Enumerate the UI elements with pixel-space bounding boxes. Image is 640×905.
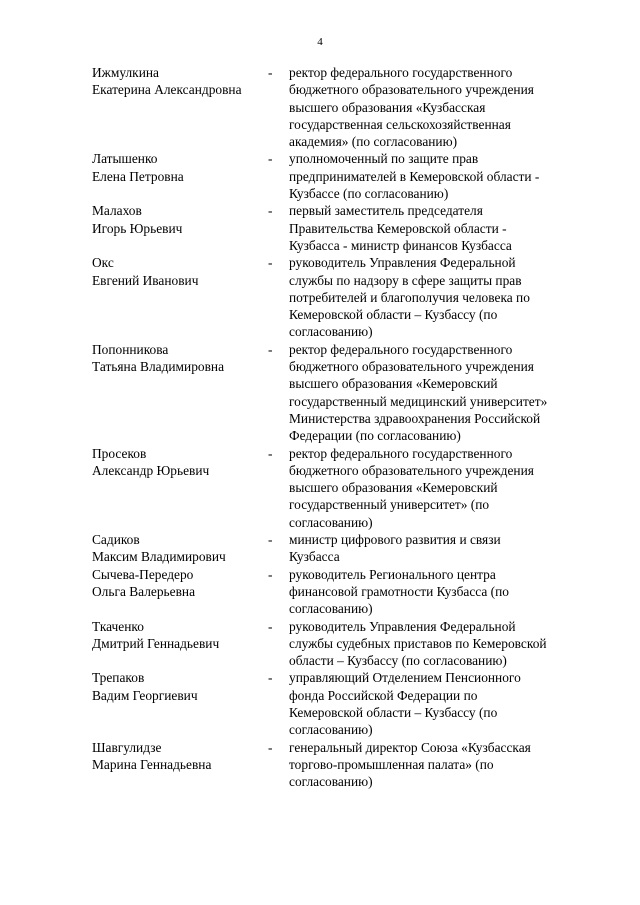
- position-line: потребителей и благополучия человека по: [289, 289, 530, 305]
- member-name: [92, 341, 268, 376]
- position-line: согласованию): [289, 774, 373, 790]
- position-line: высшего образования «Кузбасская: [289, 99, 486, 115]
- member-position: [289, 445, 602, 531]
- position-line: ректор федерального государственного: [289, 445, 513, 461]
- separator-dash: -: [268, 618, 273, 634]
- position-line: академия» (по согласованию): [289, 134, 458, 150]
- member-surname: Трепаков: [92, 670, 145, 686]
- member-position: [289, 618, 602, 670]
- member-entry: [92, 566, 602, 618]
- position-line: предпринимателей в Кемеровской области -: [289, 168, 540, 184]
- position-line: согласованию): [289, 601, 373, 617]
- member-name: [92, 669, 268, 704]
- member-position: [289, 254, 602, 340]
- separator-dash: -: [268, 255, 273, 271]
- position-line: высшего образования «Кемеровский: [289, 376, 498, 392]
- member-surname: Латышенко: [92, 151, 158, 167]
- position-line: государственная сельскохозяйственная: [289, 116, 511, 132]
- member-name: [92, 254, 268, 289]
- member-entry: [92, 739, 602, 791]
- position-line: бюджетного образовательного учреждения: [289, 82, 534, 98]
- member-position: [289, 531, 602, 566]
- member-entry: [92, 64, 602, 150]
- position-line: управляющий Отделением Пенсионного: [289, 670, 521, 686]
- position-line: Правительства Кемеровской области -: [289, 220, 507, 236]
- position-line: высшего образования «Кемеровский: [289, 480, 498, 496]
- position-line: руководитель Регионального центра: [289, 566, 496, 582]
- position-line: государственный медицинский университет»: [289, 393, 548, 409]
- member-given-names: Александр Юрьевич: [92, 462, 210, 478]
- member-given-names: Игорь Юрьевич: [92, 220, 183, 236]
- member-position: [289, 341, 602, 445]
- member-given-names: Дмитрий Геннадьевич: [92, 635, 220, 651]
- member-position: [289, 739, 602, 791]
- member-surname: Окс: [92, 255, 114, 271]
- position-line: фонда Российской Федерации по: [289, 687, 478, 703]
- member-surname: Сычева-Передеро: [92, 566, 194, 582]
- position-line: Федерации (по согласованию): [289, 428, 461, 444]
- position-line: финансовой грамотности Кузбасса (по: [289, 583, 510, 599]
- member-entry: [92, 341, 602, 445]
- member-position: [289, 64, 602, 150]
- separator-dash: -: [268, 445, 273, 461]
- position-line: торгово-промышленная палата» (по: [289, 756, 494, 772]
- member-entry: [92, 618, 602, 670]
- member-surname: Садиков: [92, 532, 140, 548]
- position-line: области – Кузбассу (по согласованию): [289, 653, 507, 669]
- position-line: генеральный директор Союза «Кузбасская: [289, 739, 531, 755]
- member-name: [92, 531, 268, 566]
- member-name: [92, 150, 268, 185]
- member-entry: [92, 669, 602, 738]
- member-entry: [92, 531, 602, 566]
- member-given-names: Екатерина Александровна: [92, 82, 242, 98]
- member-surname: Малахов: [92, 203, 142, 219]
- member-entry: [92, 445, 602, 531]
- separator-dash: -: [268, 151, 273, 167]
- member-surname: Ткаченко: [92, 618, 144, 634]
- position-line: согласованию): [289, 722, 373, 738]
- member-given-names: Максим Владимирович: [92, 549, 226, 565]
- member-surname: Просеков: [92, 445, 147, 461]
- separator-dash: -: [268, 739, 273, 755]
- member-roster: [92, 64, 602, 790]
- position-line: уполномоченный по защите прав: [289, 151, 479, 167]
- member-given-names: Ольга Валерьевна: [92, 583, 196, 599]
- position-line: Кузбассе (по согласованию): [289, 186, 449, 202]
- position-line: ректор федерального государственного: [289, 341, 513, 357]
- member-name: [92, 64, 268, 99]
- position-line: Кемеровской области – Кузбассу (по: [289, 704, 498, 720]
- position-line: государственный университет» (по: [289, 497, 490, 513]
- member-name: [92, 739, 268, 774]
- member-given-names: Марина Геннадьевна: [92, 756, 212, 772]
- position-line: согласованию): [289, 514, 373, 530]
- position-line: бюджетного образовательного учреждения: [289, 462, 534, 478]
- separator-dash: -: [268, 341, 273, 357]
- member-position: [289, 566, 602, 618]
- member-surname: Попонникова: [92, 341, 169, 357]
- member-position: [289, 202, 602, 254]
- separator-dash: -: [268, 670, 273, 686]
- member-name: [92, 445, 268, 480]
- member-surname: Шавгулидзе: [92, 739, 162, 755]
- member-name: [92, 202, 268, 237]
- position-line: Кузбасса - министр финансов Кузбасса: [289, 237, 512, 253]
- position-line: ректор федерального государственного: [289, 65, 513, 80]
- member-name: [92, 566, 268, 601]
- position-line: бюджетного образовательного учреждения: [289, 359, 534, 375]
- position-line: согласованию): [289, 324, 373, 340]
- position-line: Кемеровской области – Кузбассу (по: [289, 307, 498, 323]
- member-given-names: Татьяна Владимировна: [92, 359, 225, 375]
- separator-dash: -: [268, 203, 273, 219]
- position-line: руководитель Управления Федеральной: [289, 255, 516, 271]
- position-line: руководитель Управления Федеральной: [289, 618, 516, 634]
- member-given-names: Вадим Георгиевич: [92, 687, 198, 703]
- member-position: [289, 669, 602, 738]
- member-position: [289, 150, 602, 202]
- member-name: [92, 618, 268, 653]
- position-line: Министерства здравоохранения Российской: [289, 410, 541, 426]
- member-entry: [92, 254, 602, 340]
- position-line: первый заместитель председателя: [289, 203, 483, 219]
- member-given-names: Евгений Иванович: [92, 272, 199, 288]
- separator-dash: -: [268, 65, 273, 80]
- position-line: министр цифрового развития и связи: [289, 532, 501, 548]
- position-line: службы судебных приставов по Кемеровской: [289, 635, 547, 651]
- member-given-names: Елена Петровна: [92, 168, 184, 184]
- separator-dash: -: [268, 566, 273, 582]
- member-entry: [92, 202, 602, 254]
- position-line: Кузбасса: [289, 549, 340, 565]
- member-entry: [92, 150, 602, 202]
- page-number: 4: [317, 36, 323, 48]
- member-surname: Ижмулкина: [92, 65, 159, 80]
- position-line: службы по надзору в сфере защиты прав: [289, 272, 522, 288]
- separator-dash: -: [268, 532, 273, 548]
